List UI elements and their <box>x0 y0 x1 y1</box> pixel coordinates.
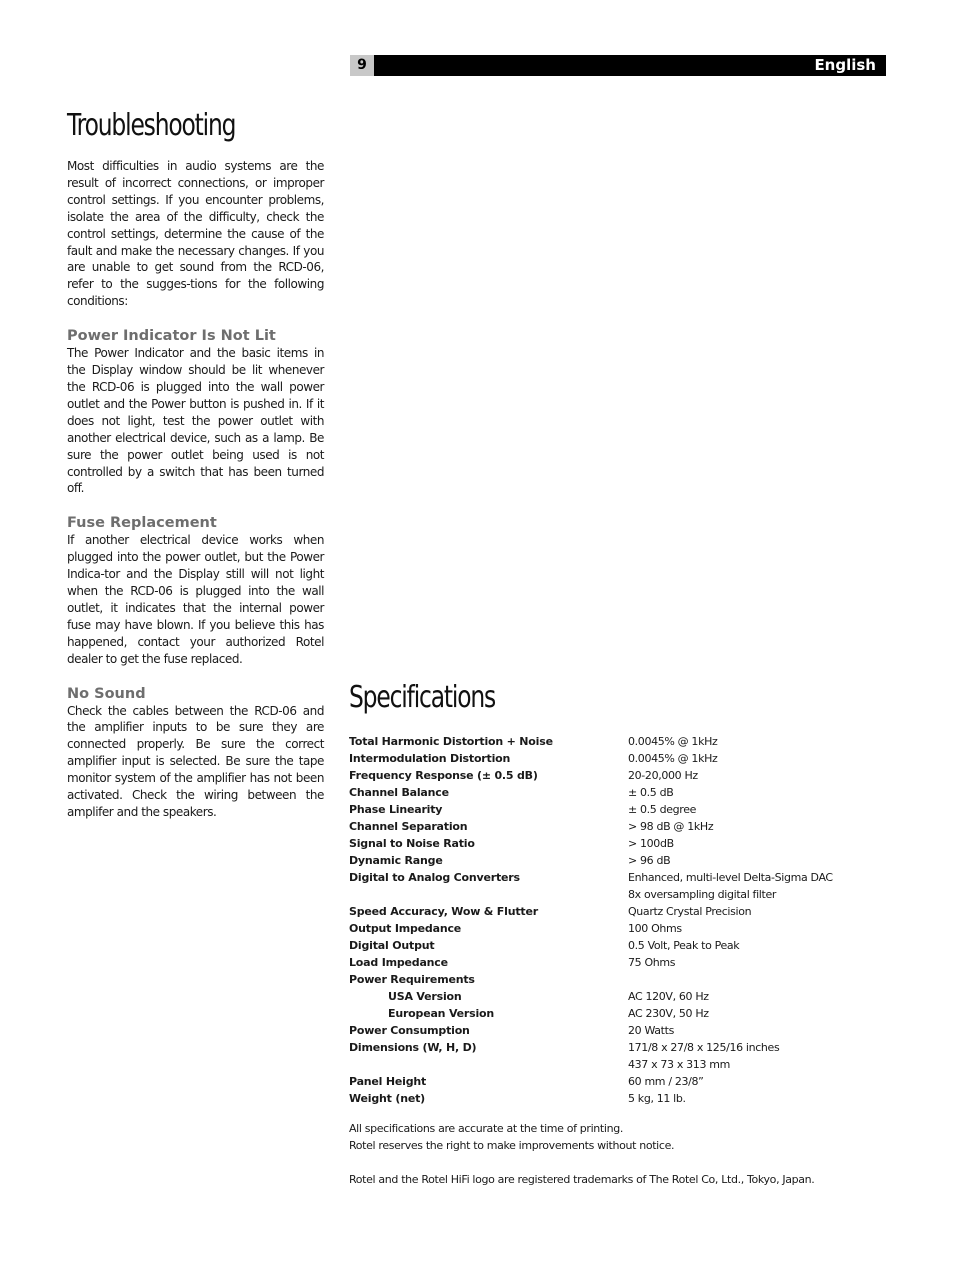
table-row <box>349 818 869 835</box>
note-accuracy: All specifications are accurate at the time of printing. <box>349 1122 623 1135</box>
table-row <box>349 835 869 852</box>
table-row <box>349 937 869 954</box>
spec-label: Digital to Analog Converters <box>349 871 520 884</box>
language-label: English <box>814 56 876 74</box>
spec-value: 5 kg, 11 lb. <box>628 1092 686 1105</box>
spec-value: AC 120V, 60 Hz <box>628 990 709 1003</box>
spec-value: > 100dB <box>628 837 674 850</box>
spec-value: 8x oversampling digital filter <box>628 888 777 901</box>
table-row <box>349 920 869 937</box>
spec-label: Intermodulation Distortion <box>349 752 511 765</box>
table-row <box>349 733 869 750</box>
table-row <box>349 1090 869 1107</box>
spec-value: 100 Ohms <box>628 922 682 935</box>
table-row <box>349 1073 869 1090</box>
spec-value: AC 230V, 50 Hz <box>628 1007 709 1020</box>
specifications-title: Specifications <box>349 680 496 715</box>
section-body-power-indicator: The Power Indicator and the basic items in the Display window should be lit whenever the RCD-06 is plugged into the wall power outlet and the Power button is pushed in. If it does not light, test the power outlet with another electrical device, such as a lamp. Be sure the power outlet being used is not controlled by a switch that has been turned off. <box>67 346 324 496</box>
spec-label: Channel Balance <box>349 786 449 799</box>
section-heading-no-sound: No Sound <box>67 685 146 702</box>
spec-label: Signal to Noise Ratio <box>349 837 475 850</box>
table-row <box>349 869 869 886</box>
table-row <box>349 988 869 1005</box>
spec-table <box>349 733 869 1107</box>
spec-label: Load Impedance <box>349 956 448 969</box>
table-row <box>349 971 869 988</box>
spec-label: Output Impedance <box>349 922 462 935</box>
spec-label <box>349 886 628 903</box>
table-row <box>349 767 869 784</box>
spec-label: European Version <box>388 1007 495 1020</box>
spec-value: 20-20,000 Hz <box>628 769 698 782</box>
note-improvements: Rotel reserves the right to make improvements without notice. <box>349 1139 675 1152</box>
spec-label: USA Version <box>388 990 462 1003</box>
note-trademark: Rotel and the Rotel HiFi logo are registered trademarks of The Rotel Co, Ltd., Tokyo, Japan. <box>349 1173 815 1186</box>
spec-value: 20 Watts <box>628 1024 674 1037</box>
spec-label: Digital Output <box>349 939 435 952</box>
troubleshooting-intro: Most difficulties in audio systems are the result of incorrect connections, or improper control settings. If you encounter problems, isolate the area of the difficulty, check the control settings, determine the cause of the fault and make the necessary changes. If you are unable to get sound from the RCD-06, refer to the sugges-tions for the following conditions: <box>67 159 324 309</box>
spec-value: 437 x 73 x 313 mm <box>628 1058 730 1071</box>
spec-value: Enhanced, multi-level Delta-Sigma DAC <box>628 871 833 884</box>
table-row <box>349 1022 869 1039</box>
spec-label: Phase Linearity <box>349 803 443 816</box>
spec-label: Dynamic Range <box>349 854 443 867</box>
table-row <box>349 903 869 920</box>
section-body-no-sound: Check the cables between the RCD-06 and the amplifier inputs to be sure they are connected properly. Be sure the correct amplifier input is selected. Be sure the tape monitor system of the amplifier has not been activated. Check the wiring between the amplifer and the speakers. <box>67 703 324 819</box>
spec-label <box>349 1056 628 1073</box>
section-heading-power-indicator: Power Indicator Is Not Lit <box>67 328 276 345</box>
table-row <box>349 750 869 767</box>
table-row <box>349 1005 869 1022</box>
table-row <box>349 852 869 869</box>
spec-value: 0.0045% @ 1kHz <box>628 752 718 765</box>
spec-label: Total Harmonic Distortion + Noise <box>349 735 553 748</box>
table-row <box>349 1039 869 1056</box>
table-row <box>349 886 869 903</box>
table-row <box>349 954 869 971</box>
spec-value: > 98 dB @ 1kHz <box>628 820 714 833</box>
spec-value <box>628 971 869 988</box>
page-number: 9 <box>350 55 374 76</box>
spec-label: Panel Height <box>349 1075 427 1088</box>
troubleshooting-column <box>67 158 324 821</box>
spec-value: 171/8 x 27/8 x 125/16 inches <box>628 1041 780 1054</box>
spec-value: 75 Ohms <box>628 956 676 969</box>
spec-label: Weight (net) <box>349 1092 425 1105</box>
spec-notes <box>349 1120 889 1188</box>
header-bar <box>350 55 886 76</box>
spec-value: 0.5 Volt, Peak to Peak <box>628 939 740 952</box>
spec-label: Dimensions (W, H, D) <box>349 1041 477 1054</box>
spec-label: Channel Separation <box>349 820 468 833</box>
spec-value: ± 0.5 degree <box>628 803 697 816</box>
spec-label: Speed Accuracy, Wow & Flutter <box>349 905 538 918</box>
section-heading-fuse: Fuse Replacement <box>67 515 217 532</box>
spec-label: Frequency Response (± 0.5 dB) <box>349 769 538 782</box>
section-body-fuse: If another electrical device works when plugged into the power outlet, but the Power Indica-tor and the Display still will not light when the RCD-06 is plugged into the wall outlet, it indicates that the internal power fuse may have blown. If you believe this has happened, contact your authorized Rotel dealer to get the fuse replaced. <box>67 533 324 666</box>
table-row <box>349 801 869 818</box>
spec-label: Power Consumption <box>349 1024 470 1037</box>
spec-value: Quartz Crystal Precision <box>628 905 752 918</box>
troubleshooting-title: Troubleshooting <box>67 108 236 143</box>
spec-value: ± 0.5 dB <box>628 786 674 799</box>
table-row <box>349 1056 869 1073</box>
spec-label: Power Requirements <box>349 973 475 986</box>
spec-value: 0.0045% @ 1kHz <box>628 735 718 748</box>
table-row <box>349 784 869 801</box>
spec-value: > 96 dB <box>628 854 671 867</box>
spec-value: 60 mm / 23/8” <box>628 1075 704 1088</box>
